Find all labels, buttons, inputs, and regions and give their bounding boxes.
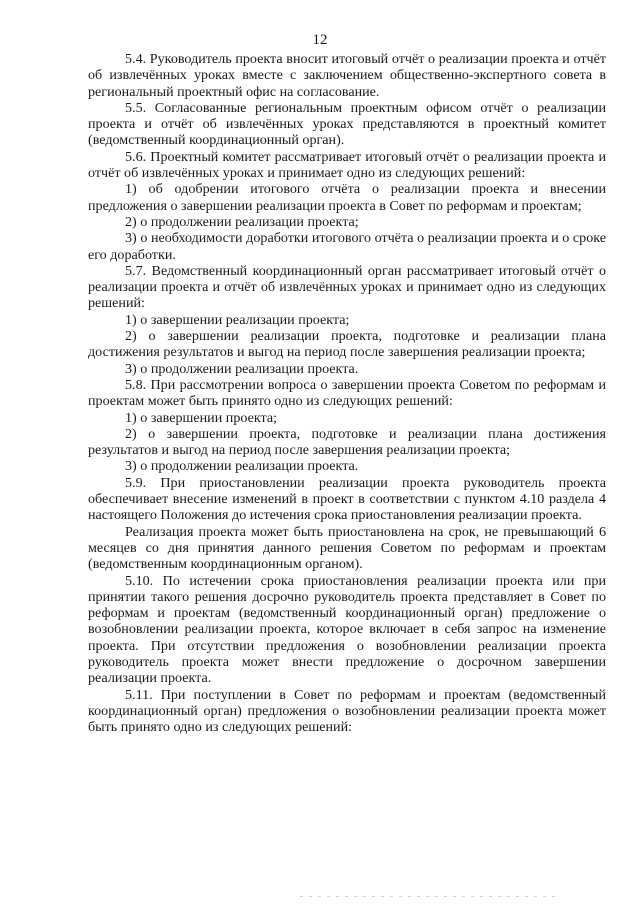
paragraph-5-5: 5.5. Согласованные региональным проектным офисом отчёт о реализации проекта и отчёт об извлечённых уроках представляются в проектный комитет (ведомственный координационный орган). [88,99,606,149]
paragraph-5-8: 5.8. При рассмотрении вопроса о завершении проекта Советом по реформам и проектам может быть принято одно из следующих решений: [88,376,606,410]
list-item-5-7-2: 2) о завершении реализации проекта, подготовке и реализации плана достижения результатов и выгод на период после завершения реализации проекта; [88,328,606,361]
paragraph-5-6: 5.6. Проектный комитет рассматривает итоговый отчёт о реализации проекта и отчёт об извлечённых уроках и принимает одно из следующих решений: [88,148,606,182]
list-item-5-7-3: 3) о продолжении реализации проекта. [125,360,359,377]
list-item-5-7-1: 1) о завершении реализации проекта; [125,311,350,328]
paragraph-5-11: 5.11. При поступлении в Совет по реформам и проектам (ведомственный координационный орган) предложения о возобновлении реализации проекта может быть принято одно из следующих решений: [88,686,606,736]
paragraph-5-7: 5.7. Ведомственный координационный орган рассматривает итоговый отчёт о реализации проекта и отчёт об извлечённых уроках и принимает одно из следующих решений: [88,262,606,312]
list-item-5-6-2: 2) о продолжении реализации проекта; [125,213,359,230]
paragraph-5-4: 5.4. Руководитель проекта вносит итоговый отчёт о реализации проекта и отчёт об извлечённых уроках вместе с заключением общественно-экспертного совета в региональный проектный офис на согласование. [88,51,606,100]
list-item-5-6-3: 3) о необходимости доработки итогового отчёта о реализации проекта и о сроке его доработки. [88,230,606,263]
scan-artifact [300,896,560,897]
paragraph-5-9: 5.9. При приостановлении реализации проекта руководитель проекта обеспечивает внесение изменений в проект в соответствии с пунктом 4.10 раздела 4 настоящего Положения до истечения срока приостановления реализации проекта. [88,474,606,524]
list-item-5-8-1: 1) о завершении проекта; [125,409,278,426]
list-item-5-8-3: 3) о продолжении реализации проекта. [125,458,359,475]
list-item-5-8-2: 2) о завершении проекта, подготовке и реализации плана достижения результатов и выгод на период после завершения реализации проекта; [88,425,606,459]
page-number: 12 [312,32,328,48]
paragraph-5-10: 5.10. По истечении срока приостановления реализации проекта или при принятии такого решения досрочно руководитель проекта представляет в Совет по реформам и проектам (ведомственный координационный орган) предложение о возобновлении реализации проекта, которое включает в себя запрос на изменение проекта. При отсутствии предложения о возобновлении реализации проекта руководитель проекта может внести предложение о досрочном завершении реализации проекта. [88,572,606,687]
list-item-5-6-1: 1) об одобрении итогового отчёта о реализации проекта и внесении предложения о завершении реализации проекта в Совет по реформам и проектам; [88,181,606,214]
document-body [88,51,606,735]
paragraph-5-9-suspension-term: Реализация проекта может быть приостановлена на срок, не превышающий 6 месяцев со дня принятия данного решения Советом по реформам и проектам (ведомственным координационным органом). [88,523,606,573]
